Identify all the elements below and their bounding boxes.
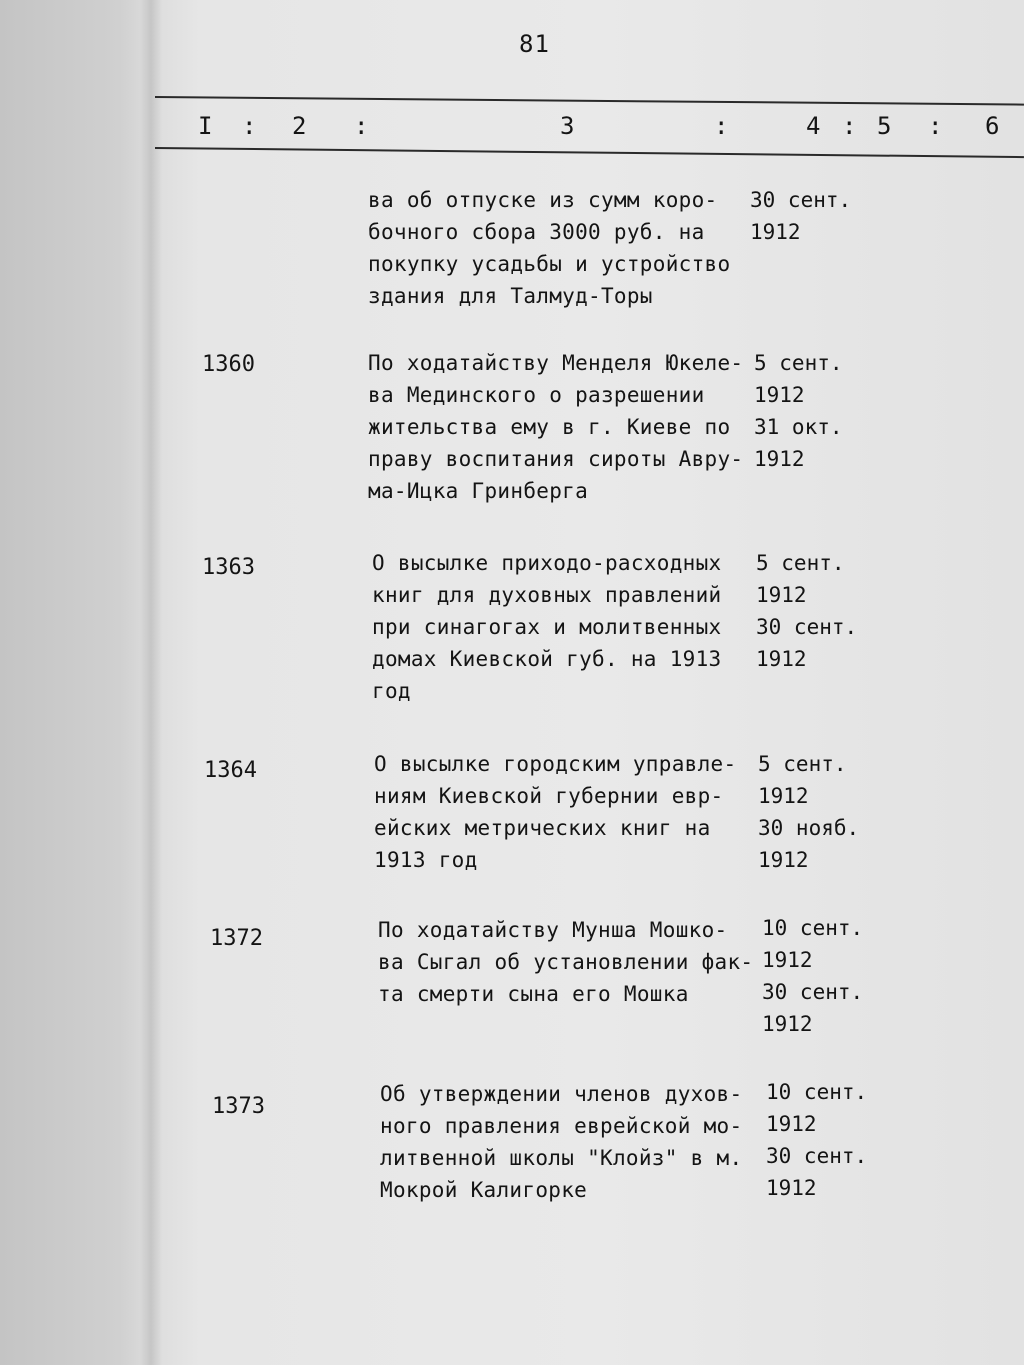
entry-dates: 30 сент. 1912 [750, 188, 852, 244]
entry-description: По ходатайству Мунша Мошко- ва Сыгал об установлении фак- та смерти сына его Мошка [378, 918, 754, 1006]
entry-dates: 5 сент. 1912 30 нояб. 1912 [758, 752, 860, 872]
column-separator: : [842, 112, 857, 140]
entry-dates: 10 сент. 1912 30 сент. 1912 [766, 1080, 868, 1200]
entry-number: 1372 [210, 926, 263, 951]
entry-number: 1373 [212, 1094, 265, 1119]
entry-dates: 5 сент. 1912 30 сент. 1912 [756, 551, 858, 671]
entry-description: По ходатайству Менделя Юкеле- ва Мединского о разрешении жительства ему в г. Киеве по праву воспитания сироты Авру- ма-Ицка Гринберга [368, 351, 744, 503]
page-number: 81 [519, 30, 550, 58]
entry-description: Об утверждении членов духов- ного правления еврейской мо- литвенной школы "Клойз" в м. Мокрой Калигорке [380, 1082, 743, 1202]
column-separator: : [354, 112, 369, 140]
entry-number: 1363 [202, 555, 255, 580]
column-header-5: 5 [877, 112, 892, 140]
entry-description: О высылке городским управле- ниям Киевской губернии евр- ейских метрических книг на 1913 год [374, 752, 737, 872]
column-header-1: I [198, 112, 213, 140]
column-header-6: 6 [985, 112, 1000, 140]
entry-description: ва об отпуске из сумм коро- бочного сбора 3000 руб. на покупку усадьбы и устройство здания для Талмуд-Торы [368, 188, 731, 308]
entry-number: 1364 [204, 758, 257, 783]
column-header-3: 3 [560, 112, 575, 140]
entry-description: О высылке приходо-расходных книг для духовных правлений при синагогах и молитвенных домах Киевской губ. на 1913 год [372, 551, 722, 703]
column-header-4: 4 [806, 112, 821, 140]
column-separator: : [714, 112, 729, 140]
entry-dates: 5 сент. 1912 31 окт. 1912 [754, 351, 843, 471]
page-fold-shadow [140, 0, 162, 1365]
entry-dates: 10 сент. 1912 30 сент. 1912 [762, 916, 864, 1036]
column-header-2: 2 [292, 112, 307, 140]
column-separator: : [928, 112, 943, 140]
entry-number: 1360 [202, 352, 255, 377]
column-separator: : [242, 112, 257, 140]
